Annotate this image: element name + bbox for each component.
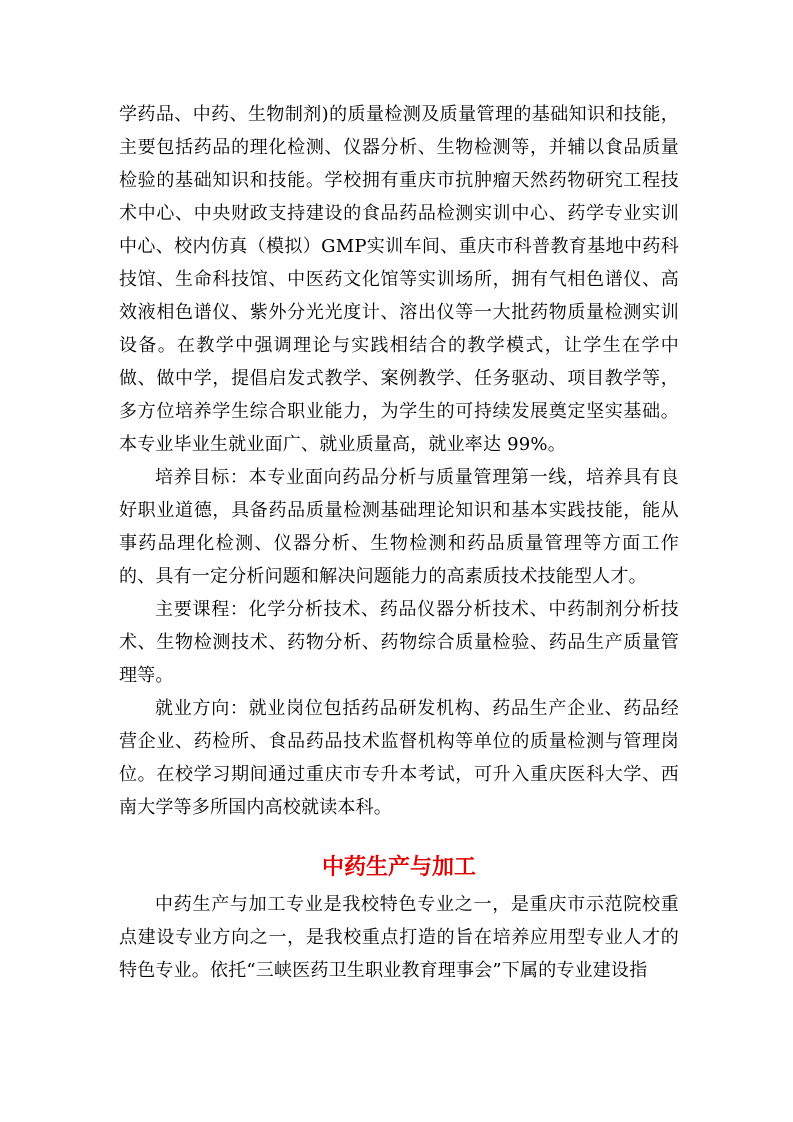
main-courses-paragraph: 主要课程：化学分析技术、药品仪器分析技术、中药制剂分析技术、生物检测技术、药物分析、药物综合质量检验、药品生产质量管理等。 (119, 599, 679, 686)
section-intro-paragraph: 中药生产与加工专业是我校特色专业之一，是重庆市示范院校重点建设专业方向之一，是我校重点打造的旨在培养应用型专业人才的特色专业。依托“三峡医药卫生职业教育理事会”下属的专业建设指 (119, 894, 679, 981)
document-page (119, 98, 679, 987)
career-direction-paragraph: 就业方向：就业岗位包括药品研发机构、药品生产企业、药品经营企业、药检所、食品药品技术监督机构等单位的质量检测与管理岗位。在校学习期间通过重庆市专升本考试，可升入重庆医科大学、西南大学等多所国内高校就读本科。 (119, 698, 679, 818)
training-goal-paragraph: 培养目标：本专业面向药品分析与质量管理第一线，培养具有良好职业道德，具备药品质量检测基础理论知识和基本实践技能，能从事药品理化检测、仪器分析、生物检测和药品质量管理等方面工作的、具有一定分析问题和解决问题能力的高素质技术技能型人才。 (119, 467, 679, 587)
intro-paragraph: 学药品、中药、生物制剂)的质量检测及质量管理的基础知识和技能，主要包括药品的理化检测、仪器分析、生物检测等，并辅以食品质量检验的基础知识和技能。学校拥有重庆市抗肿瘤天然药物研究工程技术中心、中央财政支持建设的食品药品检测实训中心、药学专业实训中心、校内仿真（模拟）GMP实训车间、重庆市科普教育基地中药科技馆、生命科技馆、中医药文化馆等实训场所，拥有气相色谱仪、高效液相色谱仪、紫外分光光度计、溶出仪等一大批药物质量检测实训设备。在教学中强调理论与实践相结合的教学模式，让学生在学中做、做中学，提倡启发式教学、案例教学、任务驱动、项目教学等，多方位培养学生综合职业能力，为学生的可持续发展奠定坚实基础。本专业毕业生就业面广、就业质量高，就业率达 99%。 (119, 104, 679, 455)
section-title: 中药生产与加工 (321, 855, 476, 880)
